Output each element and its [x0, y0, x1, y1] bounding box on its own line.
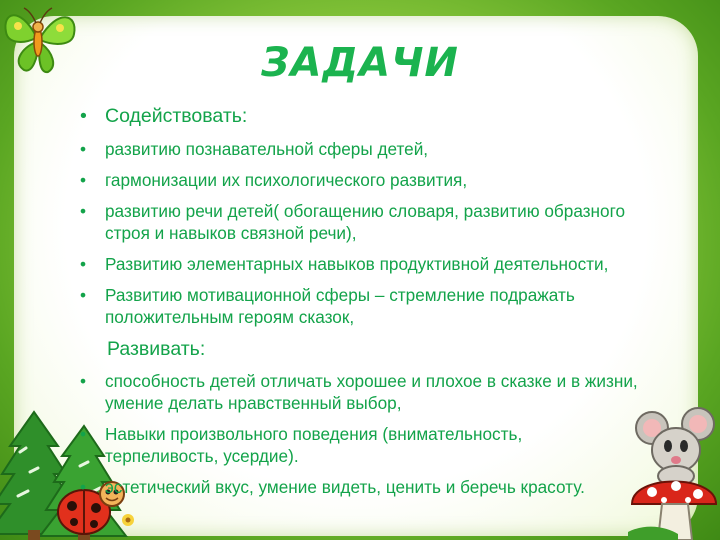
list-item: • способность детей отличать хорошее и плохое в сказке и в жизни, умение делать нравственный выбор, [80, 370, 640, 414]
list-subheading: Развивать: [107, 338, 206, 360]
list-item: • Навыки произвольного поведения (внимательность, терпеливость, усердие). [80, 423, 640, 467]
list-item: • гармонизации их психологического развития, [80, 169, 640, 191]
list-item: • Развитию мотивационной сферы – стремление подражать положительным героям сказок, [80, 284, 640, 328]
list-item: • развитию речи детей( обогащению словаря, развитию образного строя и навыков связной речи), [80, 200, 640, 244]
mouse-on-mushroom-icon [628, 404, 720, 540]
list-item: • Развитию элементарных навыков продуктивной деятельности, [80, 253, 640, 275]
slide-title: ЗАДАЧИ [261, 40, 459, 86]
list-item: • Содействовать: [80, 104, 640, 128]
task-list [80, 104, 640, 507]
list-item: • развитию познавательной сферы детей, [80, 138, 640, 160]
list-item: • эстетический вкус, умение видеть, ценить и беречь красоту. [80, 476, 640, 498]
